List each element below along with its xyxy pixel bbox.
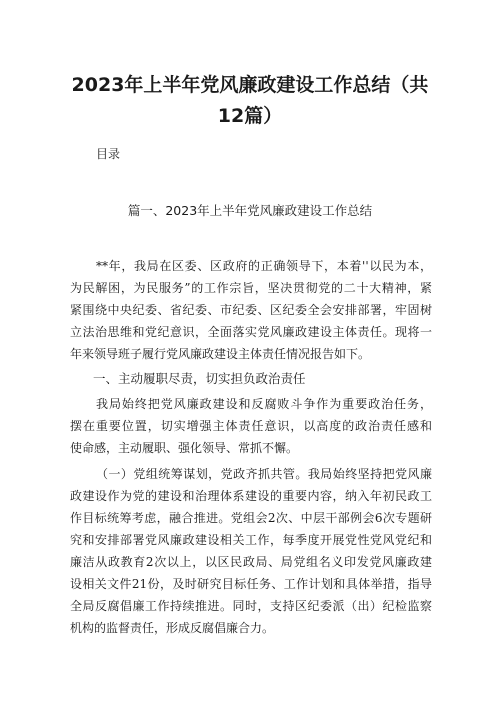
paragraph-line: 究和安排部署党风廉政建设相关工作，每季度开展党性党风党纪和	[70, 533, 432, 547]
paragraph-line: 立法治思维和党纪意识，全面落实党风廉政建设主体责任。现将一	[70, 325, 432, 339]
paragraph-line: 机构的监督责任，形成反腐倡廉合力。	[70, 621, 275, 635]
paragraph-line: **年，我局在区委、区政府的正确领导下，本着''以民为本，	[96, 259, 432, 273]
paragraph-line: 全局反腐倡廉工作持续推进。同时，支持区纪委派（出）纪检监察	[70, 599, 432, 613]
subheading: 一、主动履职尽责，切实担负政治责任	[93, 371, 306, 386]
document-title-line-2: 12篇）	[217, 105, 283, 127]
table-of-contents-label: 目录	[96, 147, 121, 161]
paragraph-line: 廉洁从政教育2次以上，以区民政局、局党组名义印发党风廉政建	[70, 555, 432, 569]
document-title-line-1: 2023年上半年党风廉政建设工作总结（共	[71, 74, 429, 96]
paragraph-line: 紧围绕中央纪委、省纪委、市纪委、区纪委全会安排部署，牢固树	[70, 303, 432, 317]
paragraph-line: 年来领导班子履行党风廉政建设主体责任情况报告如下。	[70, 347, 371, 361]
paragraph-line: 设相关文件21份，及时研究目标任务、工作计划和具体举措，指导	[70, 577, 432, 591]
section-heading: 篇一、2023年上半年党风廉政建设工作总结	[127, 203, 373, 218]
paragraph-line: 为民解困，为民服务”的工作宗旨，坚决贯彻党的二十大精神，紧	[70, 281, 432, 295]
paragraph-line: 作目标统筹考虑，融合推进。党组会2次、中层干部例会6次专题研	[70, 511, 432, 525]
paragraph-line: 我局始终把党风廉政建设和反腐败斗争作为重要政治任务，	[96, 397, 432, 411]
paragraph-line: 政建设作为党的建设和治理体系建设的重要内容，纳入年初民政工	[70, 489, 432, 503]
paragraph-line: 摆在重要位置，切实增强主体责任意识，以高度的政治责任感和	[70, 419, 432, 433]
paragraph-line: 使命感，主动履职、强化领导、常抓不懈。	[70, 441, 299, 455]
paragraph-line: （一）党组统筹谋划，党政齐抓共管。我局始终坚持把党风廉	[96, 467, 432, 481]
